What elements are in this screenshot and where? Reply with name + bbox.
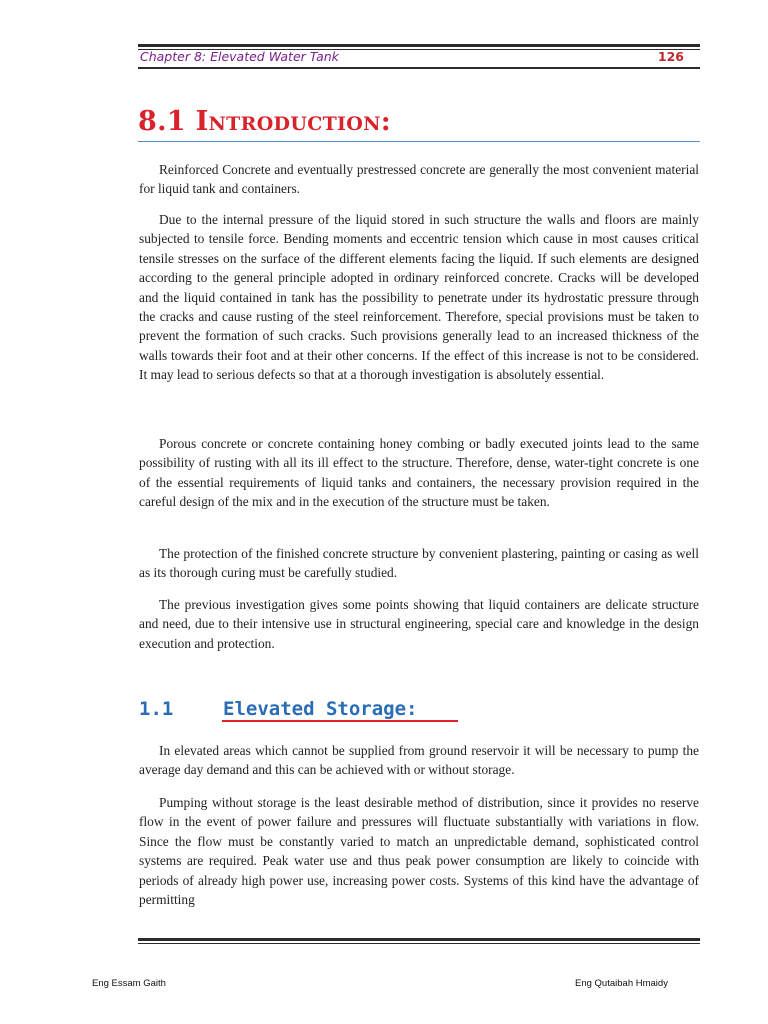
- subsection-number: 1.1: [139, 698, 174, 720]
- section-title: 8.1 Introduction:: [138, 106, 392, 137]
- footer-author-left: Eng Essam Gaith: [92, 978, 166, 989]
- footer-rule: [138, 938, 700, 941]
- paragraph: In elevated areas which cannot be supplied from ground reservoir it will be necessary to pump the average day demand and this can be achieved with or without storage.: [139, 743, 699, 778]
- header-rule: [138, 44, 700, 47]
- paragraph: The previous investigation gives some points showing that liquid containers are delicate structure and need, due to their intensive use in structural engineering, special care and knowledge in the design execution and protection.: [139, 597, 699, 651]
- footer-author-right: Eng Qutaibah Hmaidy: [575, 978, 668, 989]
- paragraph: Porous concrete or concrete containing honey combing or badly executed joints lead to the same possibility of rusting with all its ill effect to the structure. Therefore, dense, water-tight concrete is one of the essential requirements of liquid tanks and containers, the necessary provision required in the careful design of the mix and in the execution of the structure must be taken.: [139, 436, 699, 510]
- footer-rule-thin: [138, 943, 700, 944]
- paragraph: Reinforced Concrete and eventually prestressed concrete are generally the most convenient material for liquid tank and containers.: [139, 162, 699, 197]
- subsection-heading: [139, 695, 417, 723]
- paragraph: The protection of the finished concrete structure by convenient plastering, painting or casing as well as its thorough curing must be carefully studied.: [139, 546, 699, 581]
- paragraph: Pumping without storage is the least desirable method of distribution, since it provides no reserve flow in the event of power failure and pressures will fluctuate substantially with variations in flow. Since the flow must be constantly varied to match an unpredictable demand, sophisticated control systems are required. Peak water use and thus peak power consumption are likely to coincide with periods of already high power use, increasing power costs. Systems of this kind have the advantage of permitting: [139, 795, 699, 908]
- subsection-underline: [222, 720, 458, 722]
- page-number: 126: [657, 49, 684, 64]
- chapter-title: Chapter 8: Elevated Water Tank: [140, 49, 339, 64]
- paragraph: Due to the internal pressure of the liquid stored in such structure the walls and floors are mainly subjected to tensile force. Bending moments and eccentric tension which cause in most causes critical tensile stresses on the surface of the different elements facing the liquid. If such elements are designed according to the general principle adopted in ordinary reinforced concrete. Cracks will be developed and the liquid contained in tank has the possibility to penetrate under its hydrostatic pressure through the cracks and cause rusting of the steel reinforcement. Therefore, special provisions must be taken to prevent the formation of such cracks. Such provisions generally lead to an increased thickness of the walls towards their foot and at their other concerns. If the effect of this increase is not to be considered. It may lead to serious defects so that at a thorough investigation is absolutely essential.: [139, 212, 699, 383]
- header-underline: [138, 67, 700, 69]
- subsection-title: Elevated Storage:: [223, 698, 418, 720]
- section-title-rule: [138, 141, 700, 142]
